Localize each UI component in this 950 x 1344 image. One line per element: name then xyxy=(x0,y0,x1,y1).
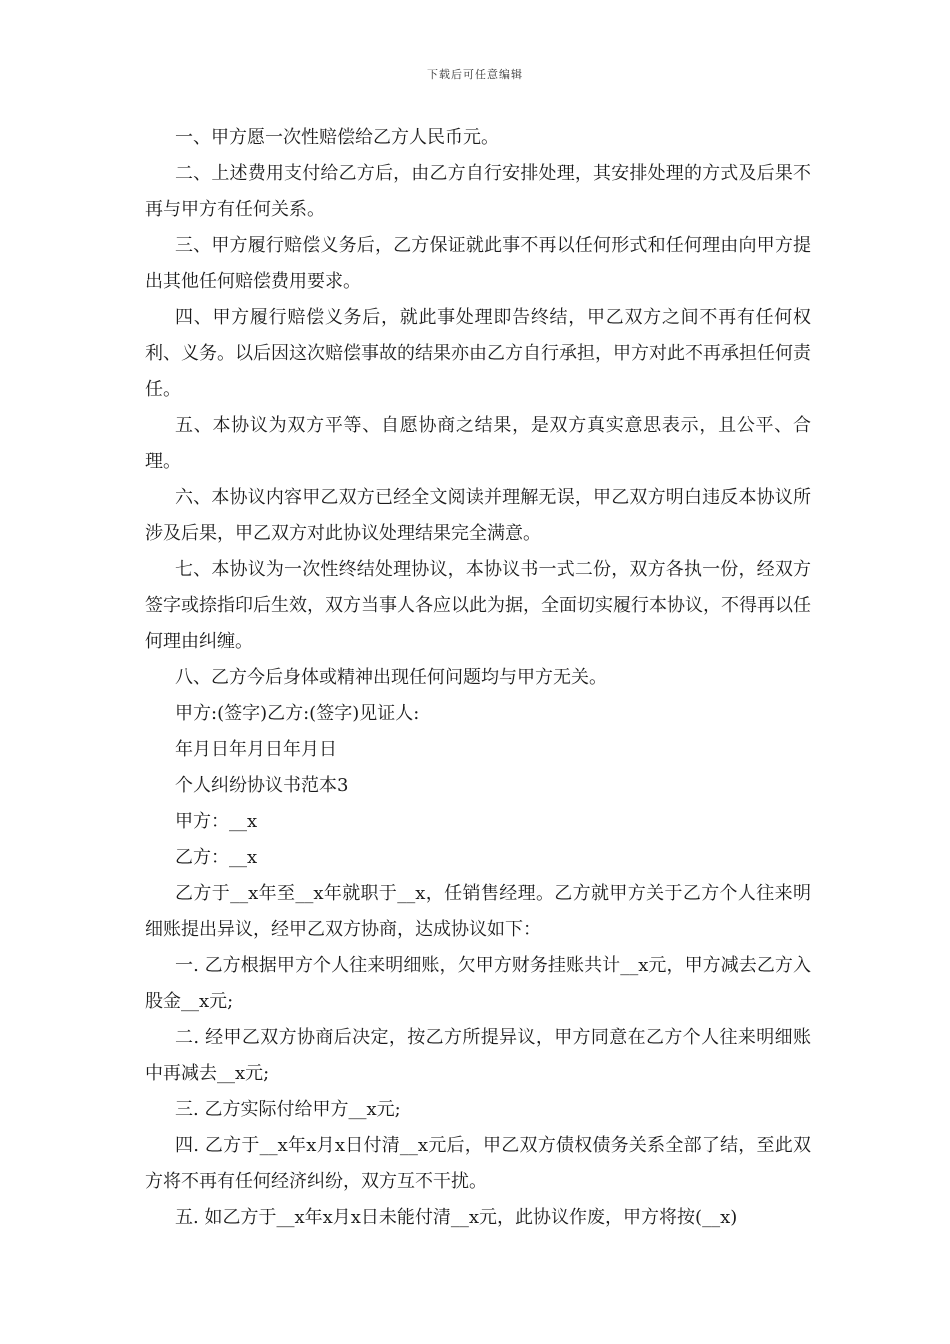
clause-5: 五、本协议为双方平等、自愿协商之结果，是双方真实意思表示，且公平、合理。 xyxy=(145,415,811,472)
clause-6: 六、本协议内容甲乙双方已经全文阅读并理解无误，甲乙双方明白违反本协议所涉及后果，甲乙双方对此协议处理结果完全满意。 xyxy=(145,487,811,544)
party-a-line: 甲方：__x xyxy=(175,811,258,832)
clause-8: 八、乙方今后身体或精神出现任何问题均与甲方无关。 xyxy=(175,667,607,688)
preamble: 乙方于__x年至__x年就职于__x，任销售经理。乙方就甲方关于乙方个人往来明细账提出异议，经甲乙双方协商，达成协议如下： xyxy=(145,883,811,940)
term-3: 三. 乙方实际付给甲方__x元; xyxy=(175,1099,401,1120)
signature-line: 甲方:(签字)乙方:(签字)见证人: xyxy=(175,703,420,724)
clause-4: 四、甲方履行赔偿义务后，就此事处理即告终结，甲乙双方之间不再有任何权利、义务。以后因这次赔偿事故的结果亦由乙方自行承担，甲方对此不再承担任何责任。 xyxy=(145,307,811,400)
date-line: 年月日年月日年月日 xyxy=(175,739,337,760)
clause-3: 三、甲方履行赔偿义务后，乙方保证就此事不再以任何形式和任何理由向甲方提出其他任何赔偿费用要求。 xyxy=(145,235,811,292)
term-4: 四. 乙方于__x年x月x日付清__x元后，甲乙双方债权债务关系全部了结，至此双方将不再有任何经济纠纷，双方互不干扰。 xyxy=(145,1135,811,1192)
party-b-line: 乙方：__x xyxy=(175,847,258,868)
document-body xyxy=(145,120,811,1236)
clause-2: 二、上述费用支付给乙方后，由乙方自行安排处理，其安排处理的方式及后果不再与甲方有任何关系。 xyxy=(145,163,811,220)
template-title: 个人纠纷协议书范本3 xyxy=(175,775,349,796)
term-1: 一. 乙方根据甲方个人往来明细账，欠甲方财务挂账共计__x元，甲方减去乙方入股金__x元; xyxy=(145,955,811,1012)
term-2: 二. 经甲乙双方协商后决定，按乙方所提异议，甲方同意在乙方个人往来明细账中再减去__x元; xyxy=(145,1027,811,1084)
clause-1: 一、甲方愿一次性赔偿给乙方人民币元。 xyxy=(175,127,499,148)
page-header: 下载后可任意编辑 xyxy=(427,68,523,81)
term-5: 五. 如乙方于__x年x月x日未能付清__x元，此协议作废，甲方将按(__x) xyxy=(175,1207,738,1228)
clause-7: 七、本协议为一次性终结处理协议，本协议书一式二份，双方各执一份，经双方签字或捺指印后生效，双方当事人各应以此为据，全面切实履行本协议，不得再以任何理由纠缠。 xyxy=(145,559,811,652)
